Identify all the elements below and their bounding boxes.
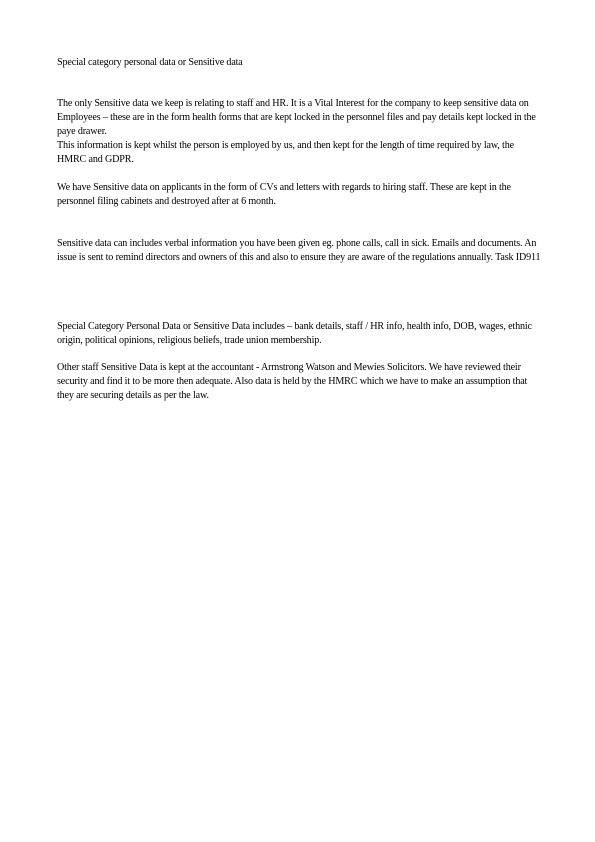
paragraph-text: Sensitive data can includes verbal information you have been given eg. phone calls, call in sick. Emails and documents. An issue is sent to remind directors and owners of this and also to ensure they are aware of the regulations annually. Task ID911 bbox=[57, 238, 541, 263]
paragraph-text: Other staff Sensitive Data is kept at the accountant - Armstrong Watson and Mewies Solicitors. We have reviewed their security and find it to be more then adequate. Also data is held by the HMRC which we have to make an assumption that they are securing details as per the law. bbox=[57, 362, 528, 401]
paragraph-text: We have Sensitive data on applicants in the form of CVs and letters with regards to hiring staff. These are kept in the personnel filing cabinets and destroyed after at 6 month. bbox=[57, 182, 511, 207]
paragraph-text: The only Sensitive data we keep is relating to staff and HR. It is a Vital Interest for the company to keep sensitive data on Employees – these are in the form health forms that are kept locked in the personnel files and pay details kept locked in the paye drawer. bbox=[57, 98, 536, 137]
paragraph-special-category bbox=[57, 320, 542, 348]
paragraph-external-storage bbox=[57, 361, 542, 403]
paragraph-staff-hr bbox=[57, 97, 542, 167]
document-heading bbox=[57, 56, 542, 70]
paragraph-verbal-info bbox=[57, 237, 542, 265]
heading-text: Special category personal data or Sensitive data bbox=[57, 57, 243, 68]
paragraph-applicants bbox=[57, 181, 542, 209]
paragraph-text: Special Category Personal Data or Sensitive Data includes – bank details, staff / HR info, health info, DOB, wages, ethnic origin, political opinions, religious beliefs, trade union membership. bbox=[57, 321, 532, 346]
paragraph-text: This information is kept whilst the person is employed by us, and then kept for the length of time required by law, the HMRC and GDPR. bbox=[57, 140, 514, 165]
